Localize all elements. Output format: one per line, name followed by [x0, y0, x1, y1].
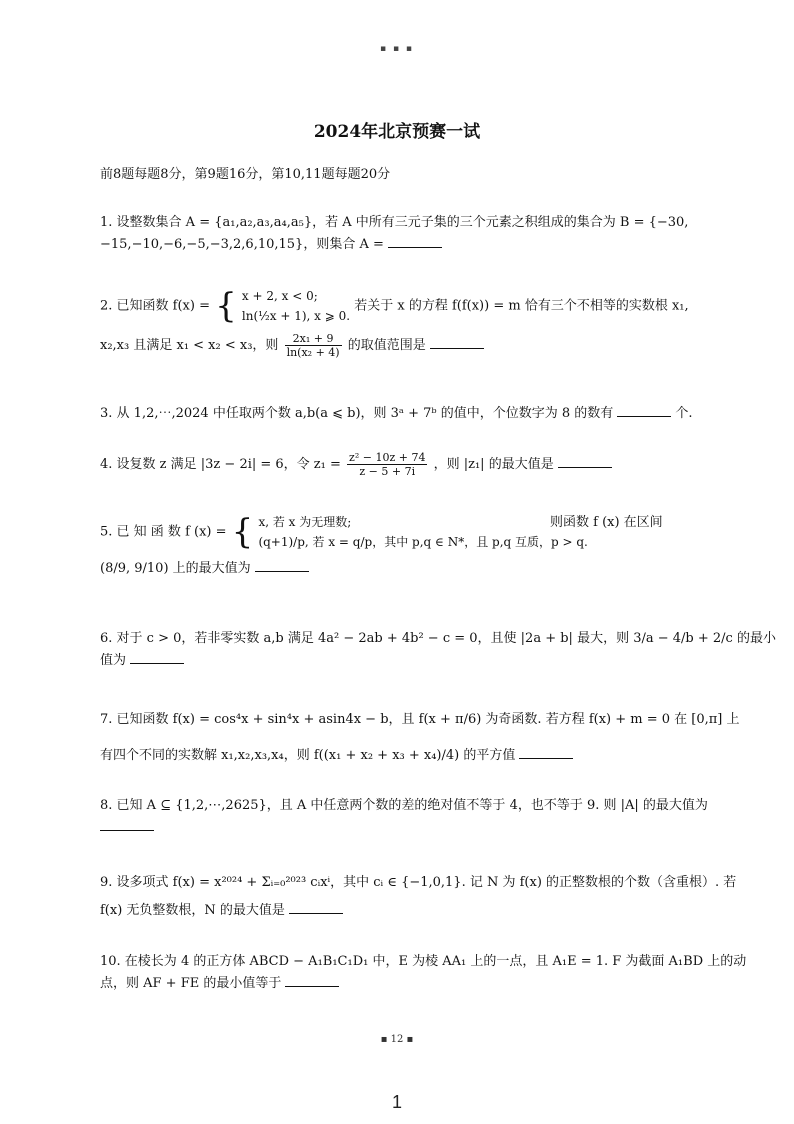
header-dots: ▪ ▪ ▪ — [379, 44, 415, 54]
question-2-line-1: 2. 已知函数 f(x) = { x + 2, x < 0; ln(½x + 1), x ⩾ 0. 若关于 x 的方程 f(f(x)) = m 恰有三个不相等的实数根 x₁, — [100, 286, 689, 326]
page-mark: ▪ 12 ▪ — [380, 1034, 414, 1045]
question-2 — [100, 286, 710, 359]
question-1 — [100, 212, 710, 256]
question-1-line-1: 1. 设整数集合 A = {a₁,a₂,a₃,a₄,a₅}，若 A 中所有三元子集的三个元素之积组成的集合为 B = {−30, — [100, 215, 689, 230]
question-7: 7. 已知函数 f(x) = cos⁴x + sin⁴x + asin4x − b，且 f(x + π/6) 为奇函数. 若方程 f(x) + m = 0 在 [0,π] 上 有四个不同的实数解 x₁,x₂,x₃,x₄，则 f((x₁ + x₂ + x₃ + x₄)/4) 的平方值 — [100, 712, 740, 763]
fraction: $\frac{\text{z² − 10z + 74}}{z - 5 + 7i}$ — [349, 451, 426, 478]
question-3: 3. 从 1,2,⋯,2024 中任取两个数 a,b(a ⩽ b)，则 3ᵃ + 7ᵇ 的值中，个位数字为 8 的数有 个. — [100, 406, 693, 421]
answer-blank-4[interactable] — [558, 455, 612, 468]
answer-blank-8[interactable] — [100, 818, 154, 831]
piecewise-cases: x + 2, x < 0; ln(½x + 1), x ⩾ 0. — [241, 289, 351, 323]
page-title: 2024年北京预赛一试 — [313, 122, 481, 142]
question-6: 6. 对于 c > 0，若非零实数 a,b 满足 4a² − 2ab + 4b² − c = 0，且使 |2a + b| 最大，则 3/a − 4/b + 2/c 的最小 值为 — [100, 631, 776, 668]
answer-blank-7[interactable] — [519, 746, 573, 759]
answer-blank-3[interactable] — [617, 404, 671, 417]
question-2-line-2: x₂,x₃ 且满足 x₁ < x₂ < x₃，则 $\frac{\text{2x₁ + 9}}{\text{ln(x₂ + 4)}}$ 的取值范围是 — [100, 332, 710, 359]
scoring-intro: 前8题每题8分，第9题16分，第10,11题每题20分 — [100, 167, 391, 182]
piecewise-cases: x, 若 x 为无理数; (q+1)/p, 若 x = q/p，其中 p,q ∈ N*，且 p,q 互质，p > q. — [258, 515, 588, 549]
question-1-line-2: −15,−10,−6,−5,−3,2,6,10,15}，则集合 A = — [100, 234, 710, 256]
question-4: 4. 设复数 z 满足 |3z − 2i| = 6，令 z₁ = $\frac{\text{z² − 10z + 74}}{z - 5 + 7i}$ ，则 |z₁| 的最大值是 — [100, 451, 710, 478]
answer-blank-9[interactable] — [289, 901, 343, 914]
brace-symbol: { — [231, 512, 254, 552]
answer-blank-5[interactable] — [255, 559, 309, 572]
answer-blank-2[interactable] — [430, 336, 484, 349]
question-10: 10. 在棱长为 4 的正方体 ABCD − A₁B₁C₁D₁ 中，E 为棱 AA₁ 上的一点，且 A₁E = 1. F 为截面 A₁BD 上的动 点，则 AF + FE 的最小值等于 — [100, 954, 747, 991]
brace-symbol: { — [215, 286, 237, 326]
question-9: 9. 设多项式 f(x) = x²⁰²⁴ + Σᵢ₌₀²⁰²³ cᵢxⁱ，其中 cᵢ ∈ {−1,0,1}. 记 N 为 f(x) 的正整数根的个数（含重根）. 若 f(x) 无负整数根，N 的最大值是 — [100, 875, 737, 918]
question-5: 5. 已 知 函 数 f (x) = { x, 若 x 为无理数; (q+1)/p, 若 x = q/p，其中 p,q ∈ N*，且 p,q 互质，p > q. 则函数 f (x) 在区间 (8/9, 9/10) 上的最大值为 — [100, 512, 663, 576]
fraction: $\frac{\text{2x₁ + 9}}{\text{ln(x₂ + 4)}}$ — [286, 332, 340, 359]
question-8: 8. 已知 A ⊆ {1,2,⋯,2625}，且 A 中任意两个数的差的绝对值不等于 4，也不等于 9. 则 |A| 的最大值为 — [100, 795, 710, 839]
page-number: 1 — [391, 1092, 402, 1112]
answer-blank-1[interactable] — [388, 235, 442, 248]
answer-blank-10[interactable] — [285, 974, 339, 987]
answer-blank-6[interactable] — [130, 651, 184, 664]
